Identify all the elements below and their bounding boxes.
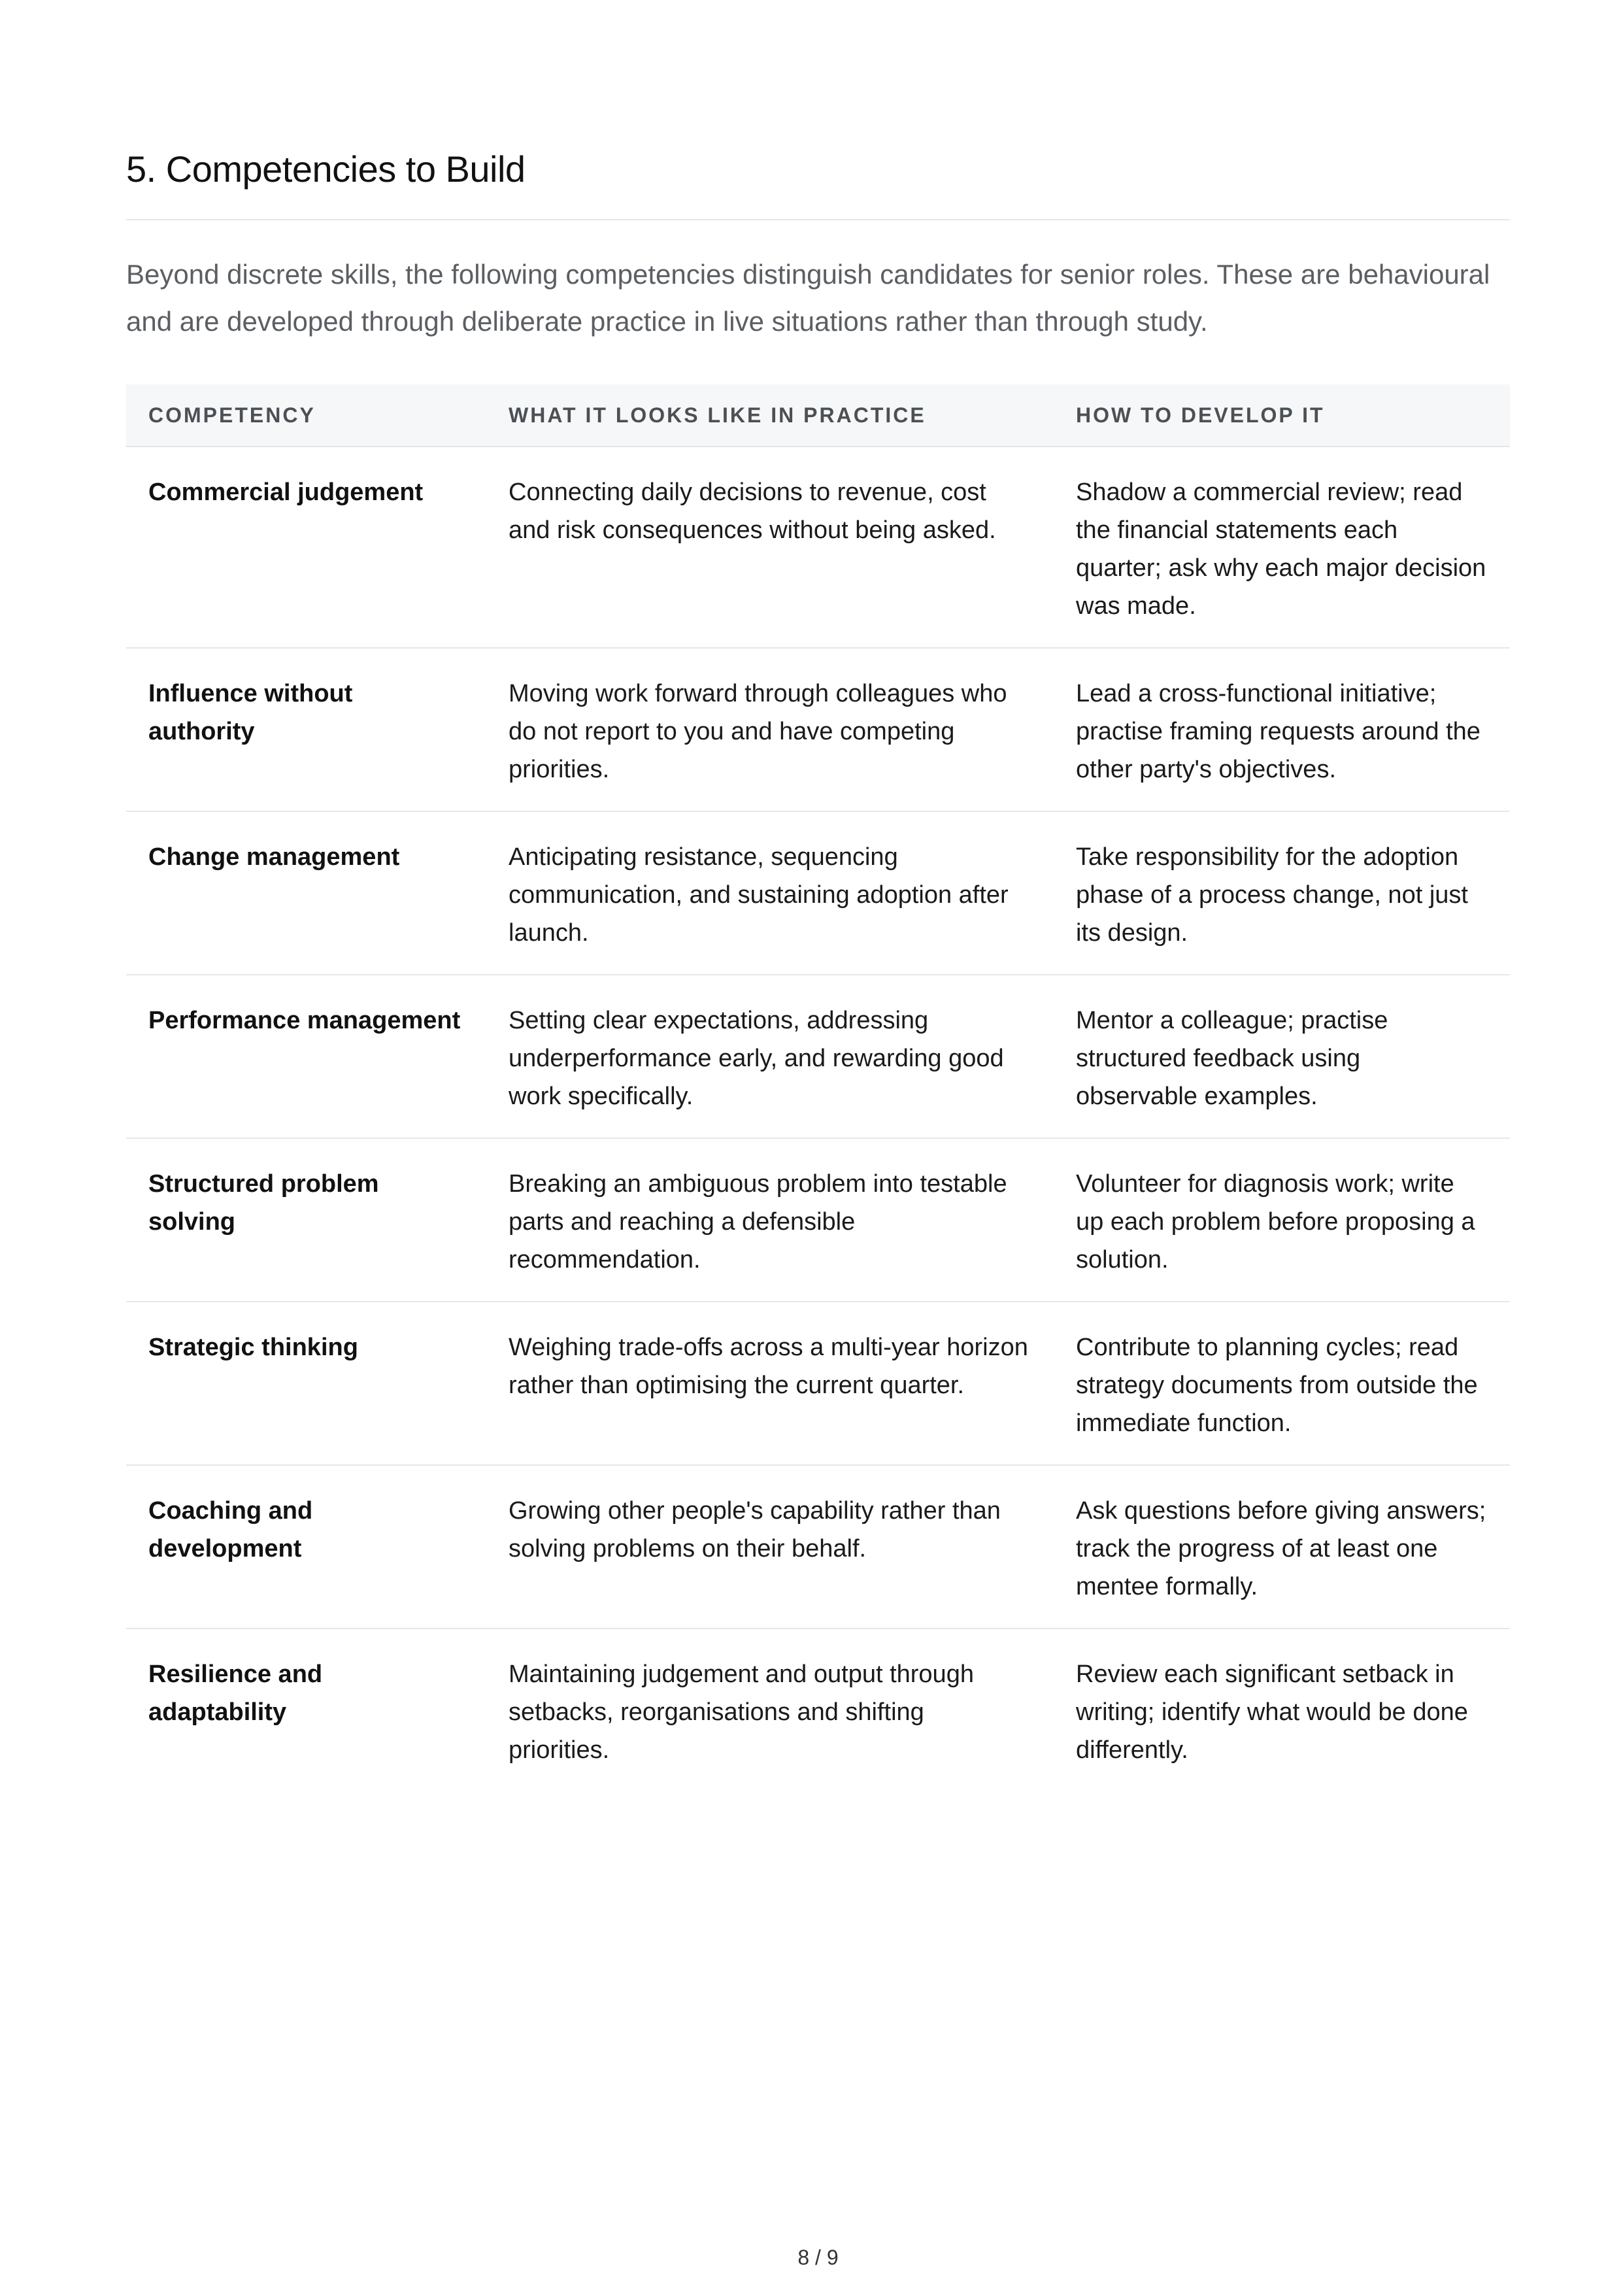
document-page xyxy=(126,0,1510,2296)
practice-cell: Anticipating resistance, sequencing communication, and sustaining adoption after launch. xyxy=(486,811,1054,975)
page-number: 8 / 9 xyxy=(797,2246,839,2269)
title-divider xyxy=(126,219,1510,220)
practice-cell: Maintaining judgement and output through setbacks, reorganisations and shifting priorities. xyxy=(509,1661,974,1764)
competency-cell: Strategic thinking xyxy=(126,1302,486,1465)
competency-cell: Structured problem solving xyxy=(126,1138,486,1302)
competency-cell: Commercial judgement xyxy=(126,447,486,648)
competency-cell: Coaching and development xyxy=(126,1465,486,1629)
section-title: 5. Competencies to Build xyxy=(126,148,526,190)
develop-cell: Ask questions before giving answers; track the progress of at least one mentee formally. xyxy=(1054,1465,1510,1629)
practice-cell: Breaking an ambiguous problem into testable parts and reaching a defensible recommendation. xyxy=(486,1138,1054,1302)
competency-cell: Resilience and adaptability xyxy=(148,1661,323,1726)
table-row xyxy=(126,1629,1510,1791)
develop-cell: Volunteer for diagnosis work; write up each problem before proposing a solution. xyxy=(1054,1138,1510,1302)
table-row xyxy=(126,975,1510,1138)
competency-cell: Influence without authority xyxy=(126,648,486,811)
table-row xyxy=(126,648,1510,811)
develop-cell: Lead a cross-functional initiative; practise framing requests around the other party's objectives. xyxy=(1054,648,1510,811)
practice-cell: Weighing trade-offs across a multi-year horizon rather than optimising the current quarter. xyxy=(486,1302,1054,1465)
practice-cell: Growing other people's capability rather than solving problems on their behalf. xyxy=(486,1465,1054,1629)
table-header-row xyxy=(126,384,1510,447)
table-row xyxy=(126,811,1510,975)
section-intro: Beyond discrete skills, the following competencies distinguish candidates for senior roles. These are behavioural and are developed through deliberate practice in live situations rather than through study. xyxy=(126,259,1490,337)
develop-cell: Take responsibility for the adoption phase of a process change, not just its design. xyxy=(1054,811,1510,975)
practice-cell: Moving work forward through colleagues who do not report to you and have competing priorities. xyxy=(486,648,1054,811)
table-row xyxy=(126,1138,1510,1302)
practice-cell: Connecting daily decisions to revenue, cost and risk consequences without being asked. xyxy=(486,447,1054,648)
develop-cell: Shadow a commercial review; read the financial statements each quarter; ask why each major decision was made. xyxy=(1054,447,1510,648)
column-header-practice: WHAT IT LOOKS LIKE IN PRACTICE xyxy=(486,384,1054,447)
table-row xyxy=(126,1465,1510,1629)
competencies-table xyxy=(126,384,1510,1791)
competency-cell: Performance management xyxy=(126,975,486,1138)
table-row xyxy=(126,447,1510,648)
practice-cell: Setting clear expectations, addressing underperformance early, and rewarding good work specifically. xyxy=(486,975,1054,1138)
develop-cell: Review each significant setback in writing; identify what would be done differently. xyxy=(1076,1661,1468,1764)
competency-cell: Change management xyxy=(126,811,486,975)
table-row xyxy=(126,1302,1510,1465)
column-header-develop: HOW TO DEVELOP IT xyxy=(1054,384,1510,447)
develop-cell: Mentor a colleague; practise structured feedback using observable examples. xyxy=(1054,975,1510,1138)
column-header-competency: COMPETENCY xyxy=(126,384,486,447)
develop-cell: Contribute to planning cycles; read strategy documents from outside the immediate function. xyxy=(1054,1302,1510,1465)
